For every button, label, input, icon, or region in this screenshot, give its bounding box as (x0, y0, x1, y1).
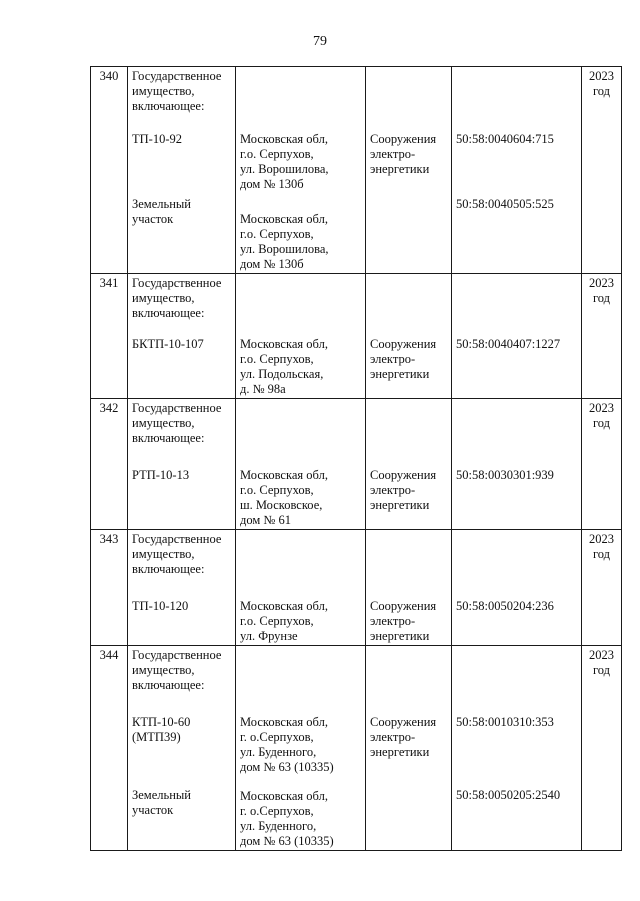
property-name-cell (128, 274, 236, 399)
address: Московская обл, г. о.Серпухов, ул. Буденного, дом № 63 (10335) (240, 715, 334, 774)
table-row (91, 399, 622, 530)
object-type-cell (366, 67, 452, 274)
property-item-name: ТП-10-120 (132, 599, 189, 613)
property-registry-table (90, 66, 622, 851)
address-cell (236, 274, 366, 399)
property-item-name: Земельный участок (132, 197, 191, 226)
year-cell: 2023 год (582, 399, 622, 530)
page-number: 79 (313, 34, 327, 49)
property-name-cell (128, 646, 236, 851)
cadastral-number-cell (452, 646, 582, 851)
table-row (91, 67, 622, 274)
table-row (91, 274, 622, 399)
property-item-name: РТП-10-13 (132, 468, 190, 482)
row-number: 342 (91, 399, 128, 530)
cadastral-number: 50:58:0050205:2540 (456, 788, 561, 802)
cadastral-number: 50:58:0050204:236 (456, 599, 554, 613)
cadastral-number-cell (452, 530, 582, 646)
table-row (91, 646, 622, 851)
row-number: 341 (91, 274, 128, 399)
object-type: Сооружения электро- энергетики (370, 132, 437, 176)
year-cell: 2023 год (582, 274, 622, 399)
cadastral-number-cell (452, 67, 582, 274)
object-type-cell (366, 530, 452, 646)
registry-body (91, 67, 622, 851)
object-type-cell (366, 274, 452, 399)
property-name-cell (128, 399, 236, 530)
row-number: 340 (91, 67, 128, 274)
property-header: Государственное имущество, включающее: (132, 69, 222, 113)
row-number: 344 (91, 646, 128, 851)
address: Московская обл, г.о. Серпухов, ул. Ворошилова, дом № 130б (240, 212, 329, 271)
address: Московская обл, г.о. Серпухов, ул. Подольская, д. № 98а (240, 337, 328, 396)
property-header: Государственное имущество, включающее: (132, 401, 222, 445)
property-item-name: ТП-10-92 (132, 132, 182, 146)
year-cell: 2023 год (582, 67, 622, 274)
cadastral-number: 50:58:0030301:939 (456, 468, 554, 482)
address-cell (236, 530, 366, 646)
cadastral-number: 50:58:0040505:525 (456, 197, 554, 211)
object-type: Сооружения электро- энергетики (370, 468, 437, 512)
address: Московская обл, г.о. Серпухов, ш. Московское, дом № 61 (240, 468, 328, 527)
address-cell (236, 399, 366, 530)
address-cell (236, 646, 366, 851)
property-header: Государственное имущество, включающее: (132, 648, 222, 692)
property-name-cell (128, 530, 236, 646)
cadastral-number-cell (452, 274, 582, 399)
year-cell: 2023 год (582, 646, 622, 851)
property-header: Государственное имущество, включающее: (132, 532, 222, 576)
year-cell: 2023 год (582, 530, 622, 646)
object-type: Сооружения электро- энергетики (370, 599, 437, 643)
cadastral-number: 50:58:0040604:715 (456, 132, 554, 146)
property-name-cell (128, 67, 236, 274)
cadastral-number: 50:58:0010310:353 (456, 715, 554, 729)
property-item-name: БКТП-10-107 (132, 337, 204, 351)
object-type: Сооружения электро- энергетики (370, 715, 437, 759)
object-type: Сооружения электро- энергетики (370, 337, 437, 381)
address: Московская обл, г. о.Серпухов, ул. Буденного, дом № 63 (10335) (240, 789, 334, 848)
address: Московская обл, г.о. Серпухов, ул. Ворошилова, дом № 130б (240, 132, 329, 191)
address: Московская обл, г.о. Серпухов, ул. Фрунзе (240, 599, 328, 643)
object-type-cell (366, 646, 452, 851)
object-type-cell (366, 399, 452, 530)
cadastral-number: 50:58:0040407:1227 (456, 337, 561, 351)
table-row (91, 530, 622, 646)
address-cell (236, 67, 366, 274)
cadastral-number-cell (452, 399, 582, 530)
row-number: 343 (91, 530, 128, 646)
property-header: Государственное имущество, включающее: (132, 276, 222, 320)
property-item-name: КТП-10-60 (МТП39) (132, 715, 191, 744)
property-item-name: Земельный участок (132, 788, 191, 817)
